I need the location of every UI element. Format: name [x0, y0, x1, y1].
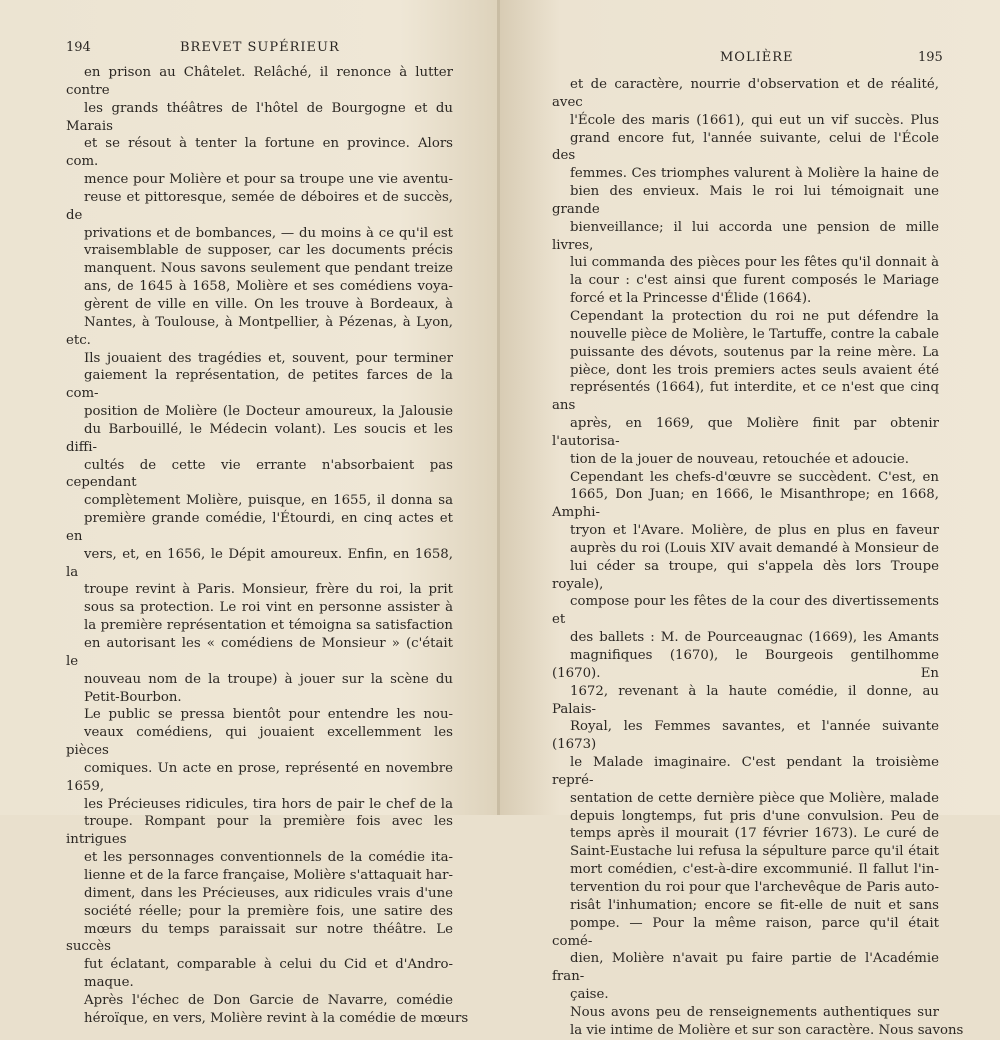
text-line: position de Molière (le Docteur amoureux, la Jalousie: [84, 404, 453, 420]
text-line: tervention du roi pour que l'archevêque de Paris auto-: [570, 879, 939, 895]
text-line: après, en 1669, que Molière finit par obtenir l'autorisa-: [552, 416, 939, 449]
text-line: vers, et, en 1656, le Dépit amoureux. Enfin, en 1658, la: [66, 546, 453, 580]
paragraph: [66, 992, 469, 1028]
text-line: sentation de cette dernière pièce que Molière, malade: [570, 790, 939, 806]
text-line: çaise.: [570, 987, 609, 1003]
left-page: [0, 0, 500, 1026]
text-line: temps après il mourait (17 février 1673). Le curé de: [570, 826, 939, 842]
text-line: cultés de cette vie errante n'absorbaient pas cependant: [66, 457, 453, 491]
text-line: lienne et de la farce française, Molière s'attaquait har-: [84, 867, 453, 883]
text-line: comiques. Un acte en prose, représenté en novembre 1659,: [66, 760, 453, 794]
text-line: la vie intime de Molière et sur son caractère. Nous savons: [570, 1022, 964, 1038]
text-line: risât l'inhumation; encore se fit-elle de nuit et sans: [570, 897, 939, 913]
text-line: ans, de 1645 à 1658, Molière et ses comédiens voya-: [84, 279, 453, 295]
text-line: la première représentation et témoigna sa satisfaction: [84, 618, 453, 634]
paragraph: [66, 706, 453, 992]
page-number: 194: [66, 40, 91, 55]
text-line: auprès du roi (Louis XIV avait demandé à Monsieur de: [570, 540, 939, 556]
text-line: 1672, revenant à la haute comédie, il donne, au Palais-: [552, 683, 939, 717]
text-line: nouvelle pièce de Molière, le Tartuffe, contre la cabale: [570, 326, 939, 342]
text-line: sous sa protection. Le roi vint en personne assister à: [84, 600, 453, 616]
text-line: Royal, les Femmes savantes, et l'année suivante (1673): [552, 719, 939, 753]
text-line: veaux comédiens, qui jouaient excellemment les pièces: [66, 725, 453, 759]
right-page: [500, 0, 1000, 1038]
text-line: l'École des maris (1661), qui eut un vif succès. Plus: [570, 112, 939, 128]
text-line: du Barbouillé, le Médecin volant). Les soucis et les diffi-: [66, 421, 453, 455]
text-line: héroïque, en vers, Molière revint à la comédie de mœurs: [84, 1010, 469, 1026]
text-line: maque.: [84, 975, 134, 991]
paragraph: [552, 469, 939, 1004]
text-line: lui céder sa troupe, qui s'appela dès lors Troupe royale),: [552, 558, 939, 592]
paragraph: [552, 308, 939, 469]
text-line: Saint-Eustache lui refusa la sépulture parce qu'il était: [570, 844, 939, 860]
page-number: 195: [918, 50, 943, 65]
text-line: lui commanda des pièces pour les fêtes qu'il donnait à: [570, 255, 939, 271]
body-text: [66, 64, 469, 1028]
text-line: forcé et la Princesse d'Élide (1664).: [570, 291, 812, 307]
running-header: BREVET SUPÉRIEUR: [180, 40, 340, 55]
text-line: des ballets : M. de Pourceaugnac (1669), les Amants: [570, 630, 939, 646]
text-line: privations et de bombances, — du moins à ce qu'il est: [84, 225, 453, 241]
text-line: Après l'échec de Don Garcie de Navarre, comédie: [84, 992, 453, 1008]
text-line: et se résout à tenter la fortune en province. Alors com.: [66, 136, 453, 170]
text-line: société réelle; pour la première fois, une satire des: [84, 903, 453, 919]
text-line: puissante des dévots, soutenus par la reine mère. La: [570, 344, 939, 360]
text-line: représentés (1664), fut interdite, et ce n'est que cinq ans: [552, 380, 939, 414]
text-line: gèrent de ville en ville. On les trouve à Bordeaux, à: [84, 296, 453, 312]
text-line: vraisemblable de supposer, car les documents précis: [84, 243, 453, 259]
text-line: tion de la jouer de nouveau, retouchée et adoucie.: [570, 451, 909, 467]
text-line: pièce, dont les trois premiers actes seuls avaient été: [570, 362, 939, 378]
text-line: les grands théâtres de l'hôtel de Bourgogne et du Marais: [66, 100, 453, 134]
text-line: le Malade imaginaire. C'est pendant la troisième repré-: [552, 755, 939, 788]
text-line: Le public se pressa bientôt pour entendre les nou-: [84, 707, 453, 723]
text-line: diment, dans les Précieuses, aux ridicules vrais d'une: [84, 885, 453, 901]
text-line: mort comédien, c'est-à-dire excommunié. Il fallut l'in-: [570, 862, 939, 878]
text-line: en autorisant les « comédiens de Monsieur » (c'était le: [66, 636, 453, 669]
text-line: troupe revint à Paris. Monsieur, frère du roi, la prit: [84, 582, 453, 598]
text-line: fut éclatant, comparable à celui du Cid et d'Andro-: [84, 957, 453, 973]
running-header: MOLIÈRE: [720, 50, 794, 65]
text-line: première grande comédie, l'Étourdi, en cinq actes et en: [66, 511, 453, 544]
text-line: Cependant les chefs-d'œuvre se succèdent. C'est, en: [570, 469, 939, 485]
text-line: femmes. Ces triomphes valurent à Molière la haine de: [570, 166, 939, 182]
text-line: les Précieuses ridicules, tira hors de pair le chef de la: [84, 796, 453, 812]
text-line: dien, Molière n'avait pu faire partie de l'Académie fran-: [552, 951, 939, 985]
paragraph: [552, 76, 939, 308]
text-line: complètement Molière, puisque, en 1655, il donna sa: [84, 493, 453, 509]
text-line: grand encore fut, l'année suivante, celui de l'École des: [552, 130, 939, 164]
text-line: et les personnages conventionnels de la comédie ita-: [84, 850, 453, 866]
text-line: compose pour les fêtes de la cour des divertissements et: [552, 594, 939, 628]
text-line: nouveau nom de la troupe) à jouer sur la scène du: [84, 671, 453, 687]
text-line: reuse et pittoresque, semée de déboires et de succès, de: [66, 189, 453, 223]
text-line: en prison au Châtelet. Relâché, il renonce à lutter contre: [66, 65, 453, 98]
text-line: Ils jouaient des tragédies et, souvent, pour terminer: [84, 350, 453, 366]
text-line: mence pour Molière et pour sa troupe une vie aventu-: [84, 172, 453, 188]
text-line: pompe. — Pour la même raison, parce qu'il était comé-: [552, 915, 939, 949]
paragraph: [66, 64, 453, 706]
text-line: manquent. Nous savons seulement que pendant treize: [84, 261, 453, 277]
text-line: Nous avons peu de renseignements authentiques sur: [570, 1004, 939, 1020]
text-line: la cour : c'est ainsi que furent composés le Mariage: [570, 273, 939, 289]
text-line: 1665, Don Juan; en 1666, le Misanthrope; en 1668, Amphi-: [552, 487, 939, 521]
text-line: tryon et l'Avare. Molière, de plus en plus en faveur: [570, 523, 939, 539]
text-line: mœurs du temps paraissait sur notre théâtre. Le succès: [66, 921, 453, 955]
text-line: Cependant la protection du roi ne put défendre la: [570, 308, 939, 324]
text-line: depuis longtemps, fut pris d'une convulsion. Peu de: [570, 808, 939, 824]
text-line: et de caractère, nourrie d'observation et de réalité, avec: [552, 77, 939, 110]
text-line: troupe. Rompant pour la première fois avec les intrigues: [66, 814, 453, 848]
text-line: bienveillance; il lui accorda une pension de mille livres,: [552, 219, 939, 253]
body-text: [552, 76, 964, 1040]
text-line: bien des envieux. Mais le roi lui témoignait une grande: [552, 184, 939, 217]
text-line: gaiement la représentation, de petites farces de la com-: [66, 368, 453, 402]
paragraph: [552, 1004, 964, 1040]
text-line: Nantes, à Toulouse, à Montpellier, à Pézenas, à Lyon, etc.: [66, 314, 453, 348]
text-line: Petit-Bourbon.: [84, 689, 182, 705]
text-line: magnifiques (1670), le Bourgeois gentilhomme (1670). En: [552, 648, 939, 681]
